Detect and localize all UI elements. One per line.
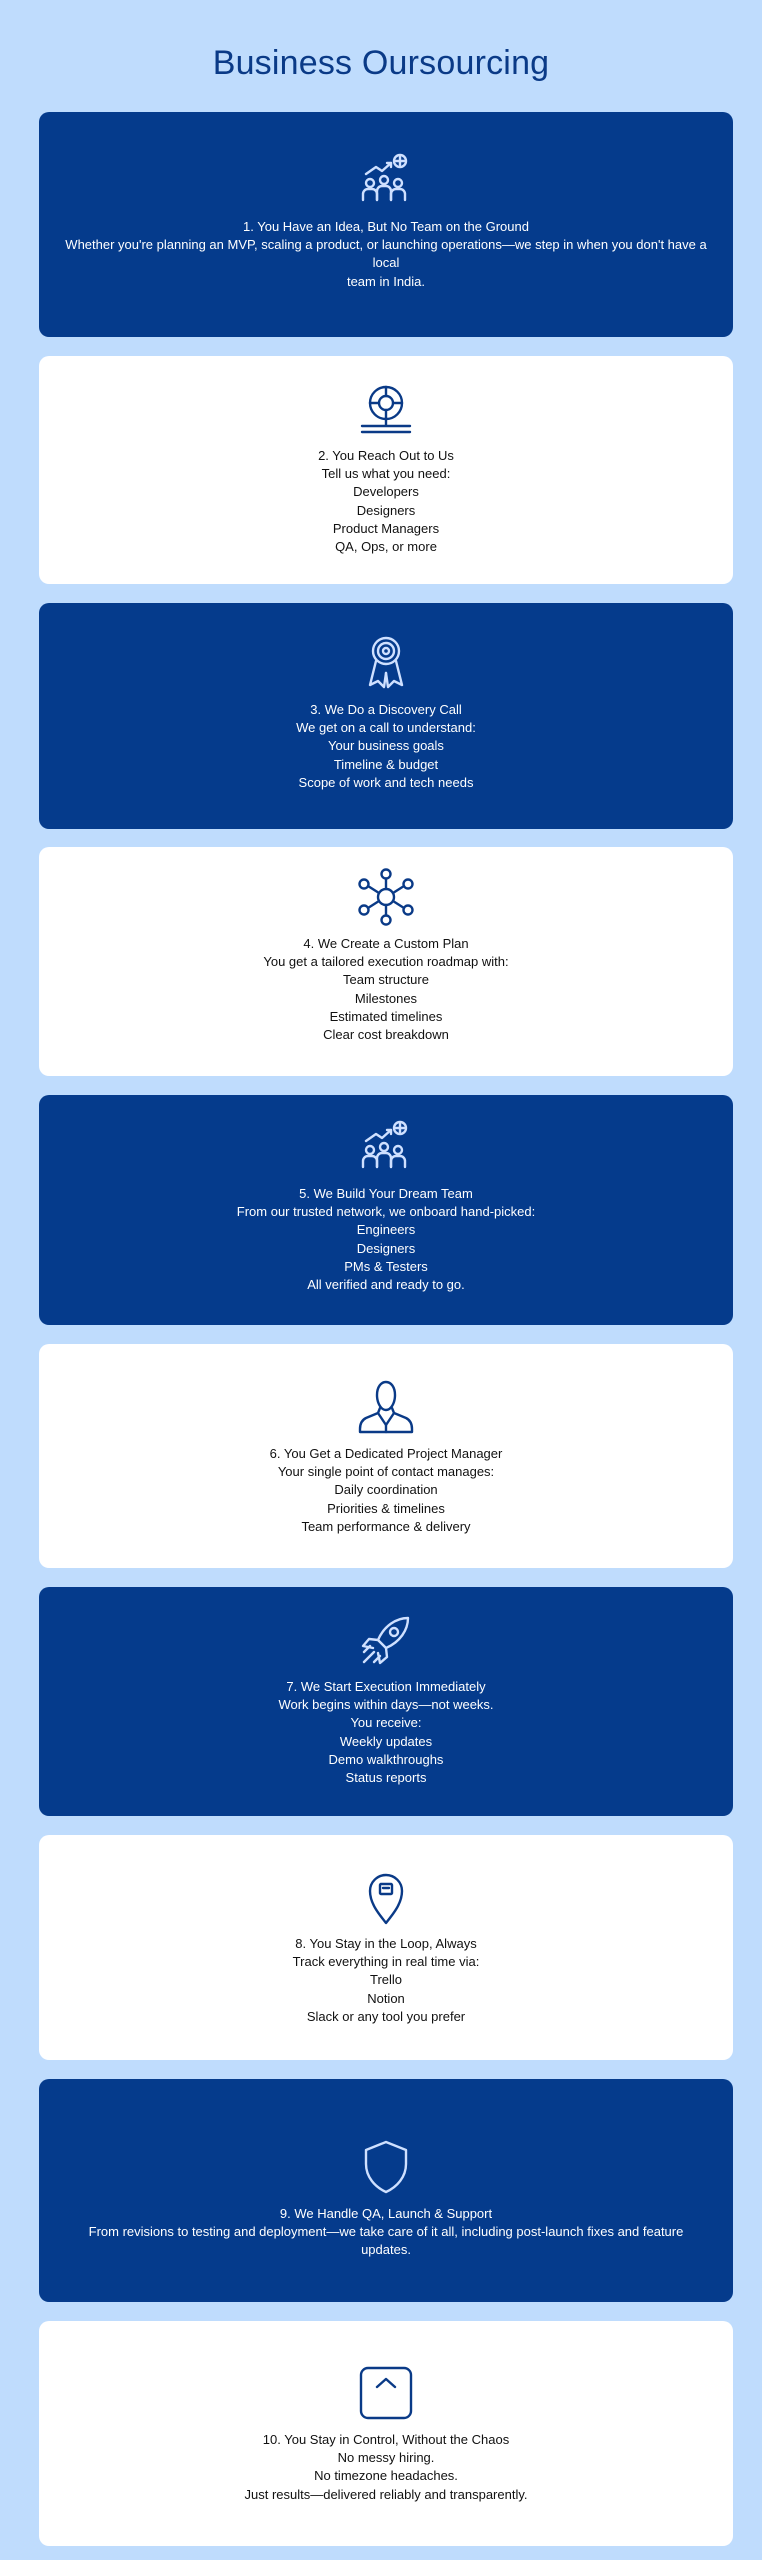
shield-icon	[356, 2137, 416, 2197]
step-card	[39, 112, 733, 337]
step-line: Demo walkthroughs	[328, 1751, 444, 1767]
step-line: You get a tailored execution roadmap with:	[263, 954, 509, 970]
step-card	[39, 603, 733, 829]
step-heading: 4. We Create a Custom Plan	[303, 936, 469, 951]
step-card	[39, 2079, 733, 2302]
step-line: Notion	[367, 1990, 405, 2006]
step-heading: 10. You Stay in Control, Without the Chaos	[262, 2432, 510, 2447]
step-card	[39, 847, 733, 1076]
step-text	[39, 2431, 733, 2504]
growth-people-icon	[356, 150, 416, 210]
step-line: QA, Ops, or more	[335, 539, 437, 555]
step-line: Slack or any tool you prefer	[306, 2008, 466, 2024]
step-card	[39, 1835, 733, 2060]
step-line: Track everything in real time via:	[292, 1954, 480, 1970]
step-line: Work begins within days—not weeks.	[278, 1697, 494, 1713]
step-card	[39, 1587, 733, 1816]
step-card	[39, 1095, 733, 1325]
step-line: All verified and ready to go.	[307, 1277, 465, 1293]
step-text	[39, 935, 733, 1044]
page-title: Business Oursourcing	[212, 44, 550, 82]
step-line: Engineers	[356, 1222, 416, 1238]
network-hub-icon	[356, 867, 416, 927]
step-text	[39, 1445, 733, 1536]
step-text	[39, 447, 733, 556]
step-text	[39, 218, 733, 291]
step-line: Your business goals	[328, 738, 444, 754]
chevron-up-box-icon	[356, 2363, 416, 2423]
step-line: Estimated timelines	[329, 1008, 443, 1024]
step-line: Trello	[369, 1972, 403, 1988]
step-heading: 2. You Reach Out to Us	[318, 448, 454, 463]
step-line: Designers	[356, 502, 416, 518]
step-line: No messy hiring.	[337, 2450, 435, 2466]
step-line: You receive:	[350, 1715, 422, 1731]
step-line: PMs & Testers	[344, 1258, 428, 1274]
step-heading: 7. We Start Execution Immediately	[286, 1679, 486, 1694]
step-line: We get on a call to understand:	[296, 720, 476, 736]
step-line: Whether you're planning an MVP, scaling a product, or launching operations—we step in when you don't have a local	[65, 237, 707, 271]
step-line: Clear cost breakdown	[323, 1027, 449, 1043]
step-line: Priorities & timelines	[327, 1500, 445, 1516]
step-line: Product Managers	[332, 520, 440, 536]
lifebuoy-icon	[356, 379, 416, 439]
step-card	[39, 2321, 733, 2546]
step-line: From revisions to testing and deployment—we take care of it all, including post-launch fixes and feature updates.	[88, 2224, 684, 2258]
step-line: Scope of work and tech needs	[298, 774, 474, 790]
step-line: team in India.	[346, 273, 426, 289]
step-line: Milestones	[354, 990, 418, 1006]
step-card	[39, 356, 733, 584]
location-pin-icon	[356, 1867, 416, 1927]
step-text	[39, 2205, 733, 2260]
step-line: Designers	[356, 1240, 416, 1256]
step-heading: 1. You Have an Idea, But No Team on the Ground	[243, 219, 529, 234]
step-text	[39, 1678, 733, 1787]
step-heading: 9. We Handle QA, Launch & Support	[279, 2206, 493, 2221]
step-text	[39, 701, 733, 792]
step-line: Timeline & budget	[333, 756, 439, 772]
step-line: Your single point of contact manages:	[277, 1464, 495, 1480]
step-line: Just results—delivered reliably and transparently.	[244, 2486, 528, 2502]
step-line: From our trusted network, we onboard hand-picked:	[236, 1204, 536, 1220]
step-line: Weekly updates	[339, 1733, 433, 1749]
growth-people-icon	[356, 1117, 416, 1177]
step-heading: 5. We Build Your Dream Team	[299, 1186, 473, 1201]
step-line: Team performance & delivery	[301, 1518, 471, 1534]
manager-person-icon	[356, 1377, 416, 1437]
step-heading: 8. You Stay in the Loop, Always	[295, 1936, 477, 1951]
step-heading: 6. You Get a Dedicated Project Manager	[269, 1446, 503, 1461]
step-line: Developers	[353, 484, 419, 500]
step-text	[39, 1185, 733, 1294]
award-target-icon	[356, 633, 416, 693]
step-line: Status reports	[345, 1770, 427, 1786]
step-text	[39, 1935, 733, 2026]
step-card	[39, 1344, 733, 1568]
step-line: Tell us what you need:	[321, 466, 451, 482]
step-line: No timezone headaches.	[314, 2468, 458, 2484]
step-line: Team structure	[343, 972, 429, 988]
step-line: Daily coordination	[334, 1482, 438, 1498]
step-heading: 3. We Do a Discovery Call	[310, 702, 462, 717]
rocket-icon	[356, 1610, 416, 1670]
